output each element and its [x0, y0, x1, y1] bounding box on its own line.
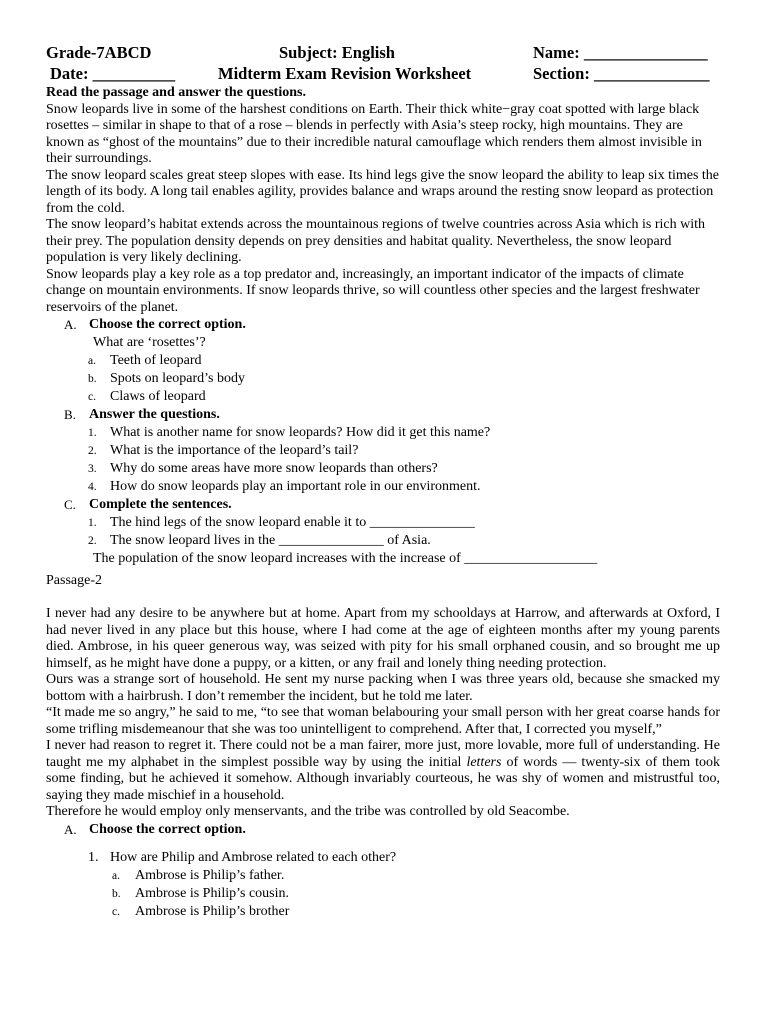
- passage2-section-a-marker: A.: [64, 821, 77, 837]
- worksheet-title: Midterm Exam Revision Worksheet: [218, 64, 472, 83]
- worksheet-page: [46, 43, 720, 921]
- question-item: [46, 460, 720, 478]
- header-row-1: [46, 43, 720, 64]
- question-marker: 4.: [88, 481, 97, 493]
- section-b-heading: [46, 406, 720, 424]
- sentence-text: The snow leopard lives in the _______________ of Asia.: [110, 533, 431, 548]
- passage2-section-a-title: Choose the correct option.: [89, 821, 246, 837]
- question-text: How are Philip and Ambrose related to each other?: [110, 849, 397, 865]
- passage1-paragraph-3: The snow leopard’s habitat extends across the mountainous regions of twelve countries across Asia which is rich with their prey. The population density depends on prey densities and habitat quality. Nevertheless, the snow leopard population is very likely declining.: [46, 217, 706, 265]
- option-text: Teeth of leopard: [110, 353, 202, 368]
- passage2-paragraph-5: Therefore he would employ only menservants, and the tribe was controlled by old Seacombe.: [46, 804, 570, 819]
- question-text: What is the importance of the leopard’s tail?: [110, 443, 359, 458]
- sentence-text: The hind legs of the snow leopard enable it to _______________: [110, 515, 475, 530]
- name-field: Name: _______________: [533, 43, 708, 62]
- section-field: Section: ______________: [533, 64, 710, 83]
- question-item: [46, 424, 720, 442]
- passage2-paragraph-1: I never had any desire to be anywhere but at home. Apart from my schooldays at Harrow, and afterwards at Oxford, I had never lived in any place but this house, where I had come at the age of eighteen months after my young parents died. Ambrose, in his queer generous way, was seized with pity for his small orphaned cousin, and so brought me up himself, as he might have done a puppy, or a kitten, or any frail and lonely thing needing protection.: [46, 606, 720, 671]
- sentence-item: [46, 514, 720, 532]
- question-marker: 3.: [88, 463, 97, 475]
- passage2-section-a-heading: [46, 821, 720, 839]
- option-item: [46, 867, 720, 885]
- option-marker: c.: [88, 391, 96, 403]
- option-item: [46, 885, 720, 903]
- passage2-paragraph-3: “It made me so angry,” he said to me, “to see that woman belabouring your small person with her great coarse hands for some trifling misdemeanour that she was too unintelligent to comprehend. After that, I corrected you myself,”: [46, 705, 720, 737]
- section-b-title: Answer the questions.: [89, 407, 220, 422]
- section-c-marker: C.: [64, 497, 76, 512]
- date-field: Date: __________: [50, 64, 176, 83]
- passage1-instruction: Read the passage and answer the questions.: [46, 85, 306, 100]
- option-text: Ambrose is Philip’s brother: [135, 903, 290, 919]
- question-item: [46, 478, 720, 496]
- para4-italic: letters: [466, 754, 502, 770]
- section-a-marker: A.: [64, 317, 77, 332]
- para4-part-1: I never had reason to regret it. There could not be a man fairer, more just, more lovable, more full of understanding. He taught me my alphabet in the simplest possible way by using the initial: [46, 738, 720, 770]
- subject-label: Subject: English: [279, 43, 395, 62]
- sentence-marker: 2.: [88, 535, 97, 547]
- passage1-paragraph-4: Snow leopards play a key role as a top predator and, increasingly, an important indicator of the impacts of climate change on mountain environments. If snow leopards thrive, so will countless other species and the largest freshwater reservoirs of the planet.: [46, 266, 700, 315]
- sentence-item: [46, 532, 720, 550]
- option-item: [46, 352, 720, 370]
- option-marker: b.: [88, 373, 97, 385]
- grade-label: Grade-7ABCD: [46, 43, 152, 62]
- option-item: [46, 388, 720, 406]
- option-marker: c.: [112, 905, 120, 918]
- question-text: What is another name for snow leopards? How did it get this name?: [110, 425, 491, 440]
- question-marker: 2.: [88, 445, 97, 457]
- passage1-paragraph-1: Snow leopards live in some of the harshest conditions on Earth. Their thick white−gray coat spotted with large black rosettes – similar in shape to that of a rose – blends in perfectly with Asia’s steep rocky, high mountains. They are known as “ghost of the mountains” due to their incredible natural camouflage which renders them almost invisible in their surroundings.: [46, 101, 702, 166]
- option-text: Claws of leopard: [110, 389, 206, 404]
- question-text: Why do some areas have more snow leopards than others?: [110, 461, 438, 476]
- section-b-marker: B.: [64, 407, 76, 422]
- section-c-heading: [46, 496, 720, 514]
- question-text: How do snow leopards play an important role in our environment.: [110, 479, 481, 494]
- option-text: Ambrose is Philip’s father.: [135, 867, 285, 883]
- option-marker: b.: [112, 887, 121, 900]
- question-marker: 1.: [88, 849, 99, 865]
- passage2-paragraph-4: [46, 738, 720, 804]
- sentence-extra: The population of the snow leopard increases with the increase of ___________________: [93, 551, 598, 566]
- section-a-heading: [46, 316, 720, 334]
- passage2-label: Passage-2: [46, 573, 102, 588]
- option-marker: a.: [88, 355, 96, 367]
- section-c-title: Complete the sentences.: [89, 497, 232, 512]
- option-marker: a.: [112, 869, 120, 882]
- option-text: Ambrose is Philip’s cousin.: [135, 885, 290, 901]
- spacer: [46, 590, 720, 606]
- question-marker: 1.: [88, 427, 97, 439]
- sentence-marker: 1.: [88, 517, 97, 529]
- passage2-paragraph-2: Ours was a strange sort of household. He sent my nurse packing when I was three years old, because she smacked my bottom with a hairbrush. I don’t remember the incident, but he told me later.: [46, 672, 720, 704]
- spacer: [46, 839, 720, 849]
- header-row-2: [46, 64, 720, 85]
- passage1-paragraph-2: The snow leopard scales great steep slopes with ease. Its hind legs give the snow leopard the ability to leap six times the length of its body. A long tail enables agility, provides balance and wraps around the resting snow leopard as protection from the cold.: [46, 167, 719, 216]
- option-item: [46, 370, 720, 388]
- option-text: Spots on leopard’s body: [110, 371, 245, 386]
- option-item: [46, 903, 720, 921]
- passage2-question: [46, 849, 720, 867]
- para4-part-2: of words — twenty-six of them took some finding, but he achieved it somehow. Although invariably courteous, he was shy of women and mistrustful too, saying they made mischief in a household.: [46, 754, 720, 803]
- question-item: [46, 442, 720, 460]
- section-a-question: What are ‘rosettes’?: [93, 335, 206, 350]
- section-a-title: Choose the correct option.: [89, 317, 246, 332]
